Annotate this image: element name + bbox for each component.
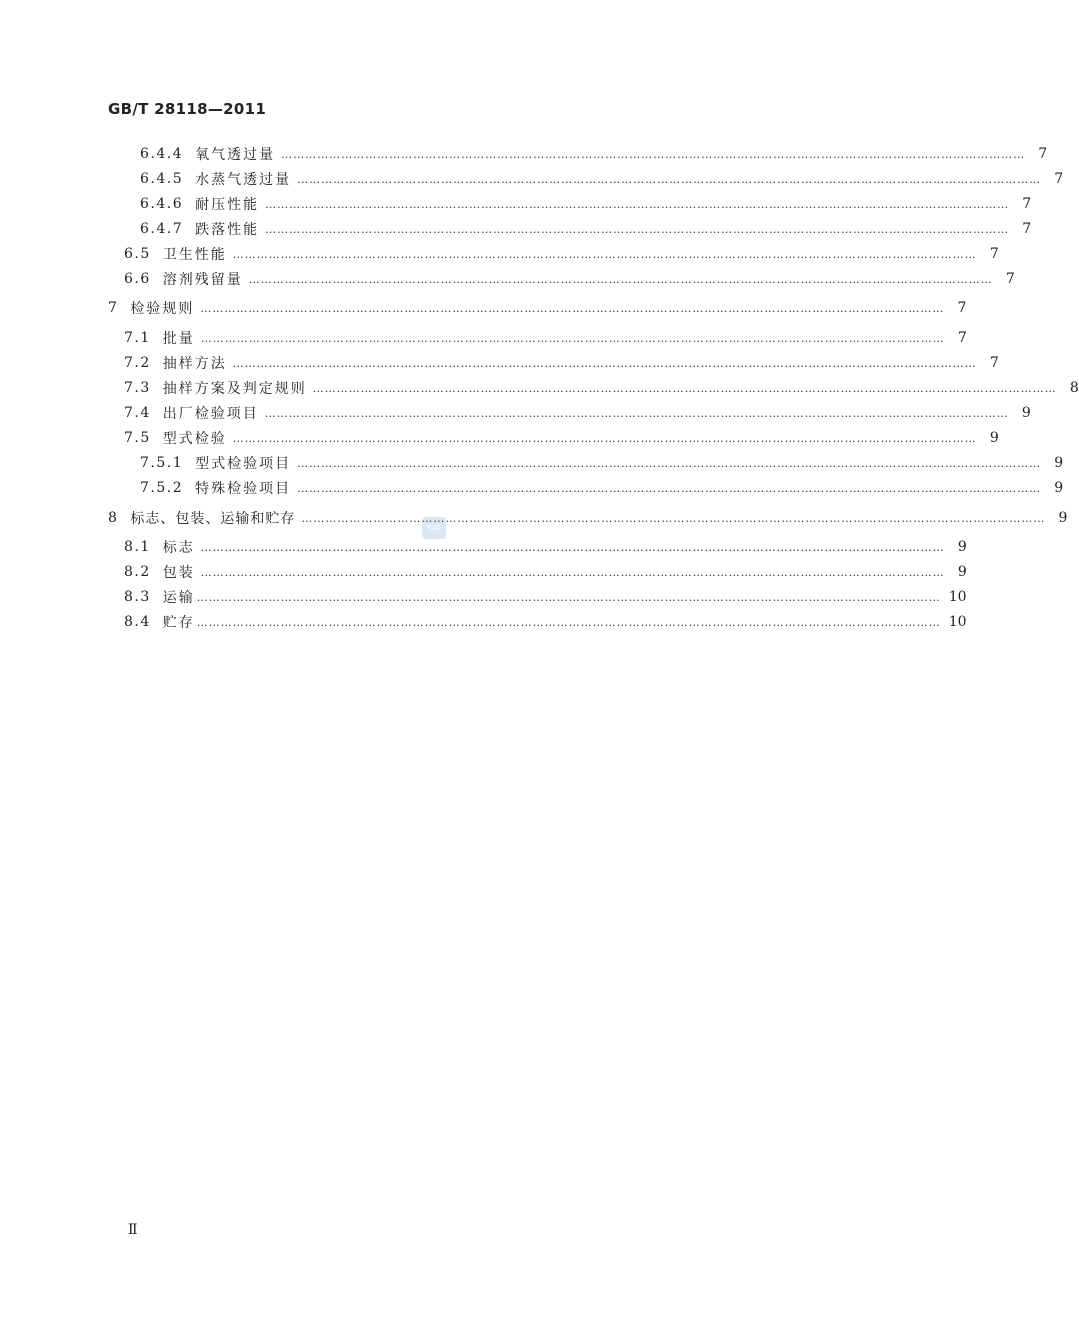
toc-entry-7-5[interactable] [124, 428, 999, 448]
toc-entry-7-3[interactable] [124, 378, 1079, 398]
toc-title: 氧气透过量 [195, 147, 276, 163]
toc-page: 7 [1054, 171, 1064, 187]
toc-number: 7.5.1 [140, 455, 184, 471]
toc-entry-6-4-5[interactable] [140, 169, 1064, 189]
toc-page: 7 [957, 300, 967, 316]
toc-number: 6.5 [124, 246, 151, 262]
toc-number: 6.4.7 [140, 221, 184, 237]
toc-title: 抽样方法 [162, 356, 227, 372]
toc-leader: …………………………………………………………………………………………………………………………………………………………………… [196, 590, 941, 604]
toc-page: 9 [1021, 405, 1031, 421]
toc-page: 9 [957, 564, 967, 580]
toc-page: 10 [948, 589, 967, 605]
toc-leader: …………………………………………………………………………………………………………………………………………………………………… [312, 381, 1057, 395]
toc-title: 水蒸气透过量 [195, 172, 292, 188]
toc-number: 6.4.6 [140, 196, 184, 212]
toc-title: 批量 [162, 331, 195, 347]
toc-leader: …………………………………………………………………………………………………………………………………………………………………… [196, 615, 941, 629]
page-number-roman: Ⅱ [128, 1222, 138, 1238]
toc-title: 抽样方案及判定规则 [162, 381, 307, 397]
toc-number: 7.1 [124, 330, 151, 346]
toc-leader: …………………………………………………………………………………………………………………………………………………………………… [297, 456, 1042, 470]
toc-leader: …………………………………………………………………………………………………………………………………………………………………… [232, 356, 977, 370]
toc-entry-6-5[interactable] [124, 244, 999, 264]
toc-number: 8.4 [124, 614, 151, 630]
toc-leader: …………………………………………………………………………………………………………………………………………………………………… [232, 431, 977, 445]
toc-title: 耐压性能 [195, 197, 260, 213]
toc-title: 型式检验项目 [195, 456, 292, 472]
toc-page: 9 [1054, 480, 1064, 496]
toc-entry-6-4-6[interactable] [140, 194, 1032, 214]
toc-entry-7-4[interactable] [124, 403, 1031, 423]
toc-leader: …………………………………………………………………………………………………………………………………………………………………… [200, 540, 945, 554]
toc-leader: …………………………………………………………………………………………………………………………………………………………………… [265, 197, 1010, 211]
toc-number: 8 [108, 510, 119, 526]
toc-entry-8[interactable] [108, 508, 1068, 528]
toc-leader: …………………………………………………………………………………………………………………………………………………………………… [248, 272, 993, 286]
toc-leader: …………………………………………………………………………………………………………………………………………………………………… [281, 147, 1026, 161]
toc-title: 溶剂残留量 [162, 272, 243, 288]
toc-page: 8 [1069, 380, 1079, 396]
toc-page: 7 [989, 355, 999, 371]
toc-entry-7-1[interactable] [124, 328, 967, 348]
toc-leader: …………………………………………………………………………………………………………………………………………………………………… [200, 331, 945, 345]
toc-page: 9 [1054, 455, 1064, 471]
toc-leader: …………………………………………………………………………………………………………………………………………………………………… [200, 565, 945, 579]
toc-number: 8.3 [124, 589, 151, 605]
toc-leader: …………………………………………………………………………………………………………………………………………………………………… [265, 222, 1010, 236]
toc-page: 7 [1022, 221, 1032, 237]
toc-title: 跌落性能 [195, 222, 260, 238]
toc-number: 7.4 [124, 405, 151, 421]
toc-page: 10 [948, 614, 967, 630]
toc-title: 检验规则 [130, 301, 195, 317]
toc-title: 出厂检验项目 [162, 406, 259, 422]
toc-leader: …………………………………………………………………………………………………………………………………………………………………… [297, 481, 1042, 495]
toc-title: 卫生性能 [162, 247, 227, 263]
toc-entry-7-5-1[interactable] [140, 453, 1064, 473]
toc-number: 7.2 [124, 355, 151, 371]
toc-number: 6.4.4 [140, 146, 184, 162]
toc-leader: …………………………………………………………………………………………………………………………………………………………………… [301, 511, 1046, 525]
toc-entry-7-5-2[interactable] [140, 478, 1064, 498]
toc-title: 标志、包装、运输和贮存 [130, 511, 296, 527]
toc-title: 包装 [162, 565, 195, 581]
toc-number: 6.4.5 [140, 171, 184, 187]
toc-entry-6-4-7[interactable] [140, 219, 1032, 239]
toc-entry-6-6[interactable] [124, 269, 1015, 289]
toc-page: 7 [1038, 146, 1048, 162]
toc-page: 7 [1022, 196, 1032, 212]
toc-entry-8-3[interactable] [124, 587, 967, 607]
toc-page: 7 [957, 330, 967, 346]
toc-leader: …………………………………………………………………………………………………………………………………………………………………… [232, 247, 977, 261]
toc-entry-7[interactable] [108, 298, 967, 318]
toc-title: 贮存 [162, 615, 195, 631]
toc-page: 7 [1005, 271, 1015, 287]
toc-page: 9 [1058, 510, 1068, 526]
toc-title: 运输 [162, 590, 195, 606]
toc-number: 8.2 [124, 564, 151, 580]
toc-entry-7-2[interactable] [124, 353, 999, 373]
toc-number: 8.1 [124, 539, 151, 555]
toc-title: 型式检验 [162, 431, 227, 447]
toc-page: 7 [989, 246, 999, 262]
watermark-logo-icon: SAC [422, 517, 446, 539]
toc-entry-8-1[interactable] [124, 537, 967, 557]
toc-leader: …………………………………………………………………………………………………………………………………………………………………… [264, 406, 1009, 420]
toc-number: 6.6 [124, 271, 151, 287]
toc-leader: …………………………………………………………………………………………………………………………………………………………………… [297, 172, 1042, 186]
toc-entry-6-4-4[interactable] [140, 144, 1048, 164]
toc-number: 7.5 [124, 430, 151, 446]
toc-leader: …………………………………………………………………………………………………………………………………………………………………… [200, 301, 945, 315]
toc-number: 7.5.2 [140, 480, 184, 496]
toc-page: 9 [957, 539, 967, 555]
toc-number: 7.3 [124, 380, 151, 396]
toc-entry-8-2[interactable] [124, 562, 967, 582]
toc-title: 特殊检验项目 [195, 481, 292, 497]
toc-number: 7 [108, 300, 119, 316]
toc-title: 标志 [162, 540, 195, 556]
toc-entry-8-4[interactable] [124, 612, 967, 632]
toc-page: 9 [989, 430, 999, 446]
document-code: GB/T 28118—2011 [108, 100, 267, 118]
